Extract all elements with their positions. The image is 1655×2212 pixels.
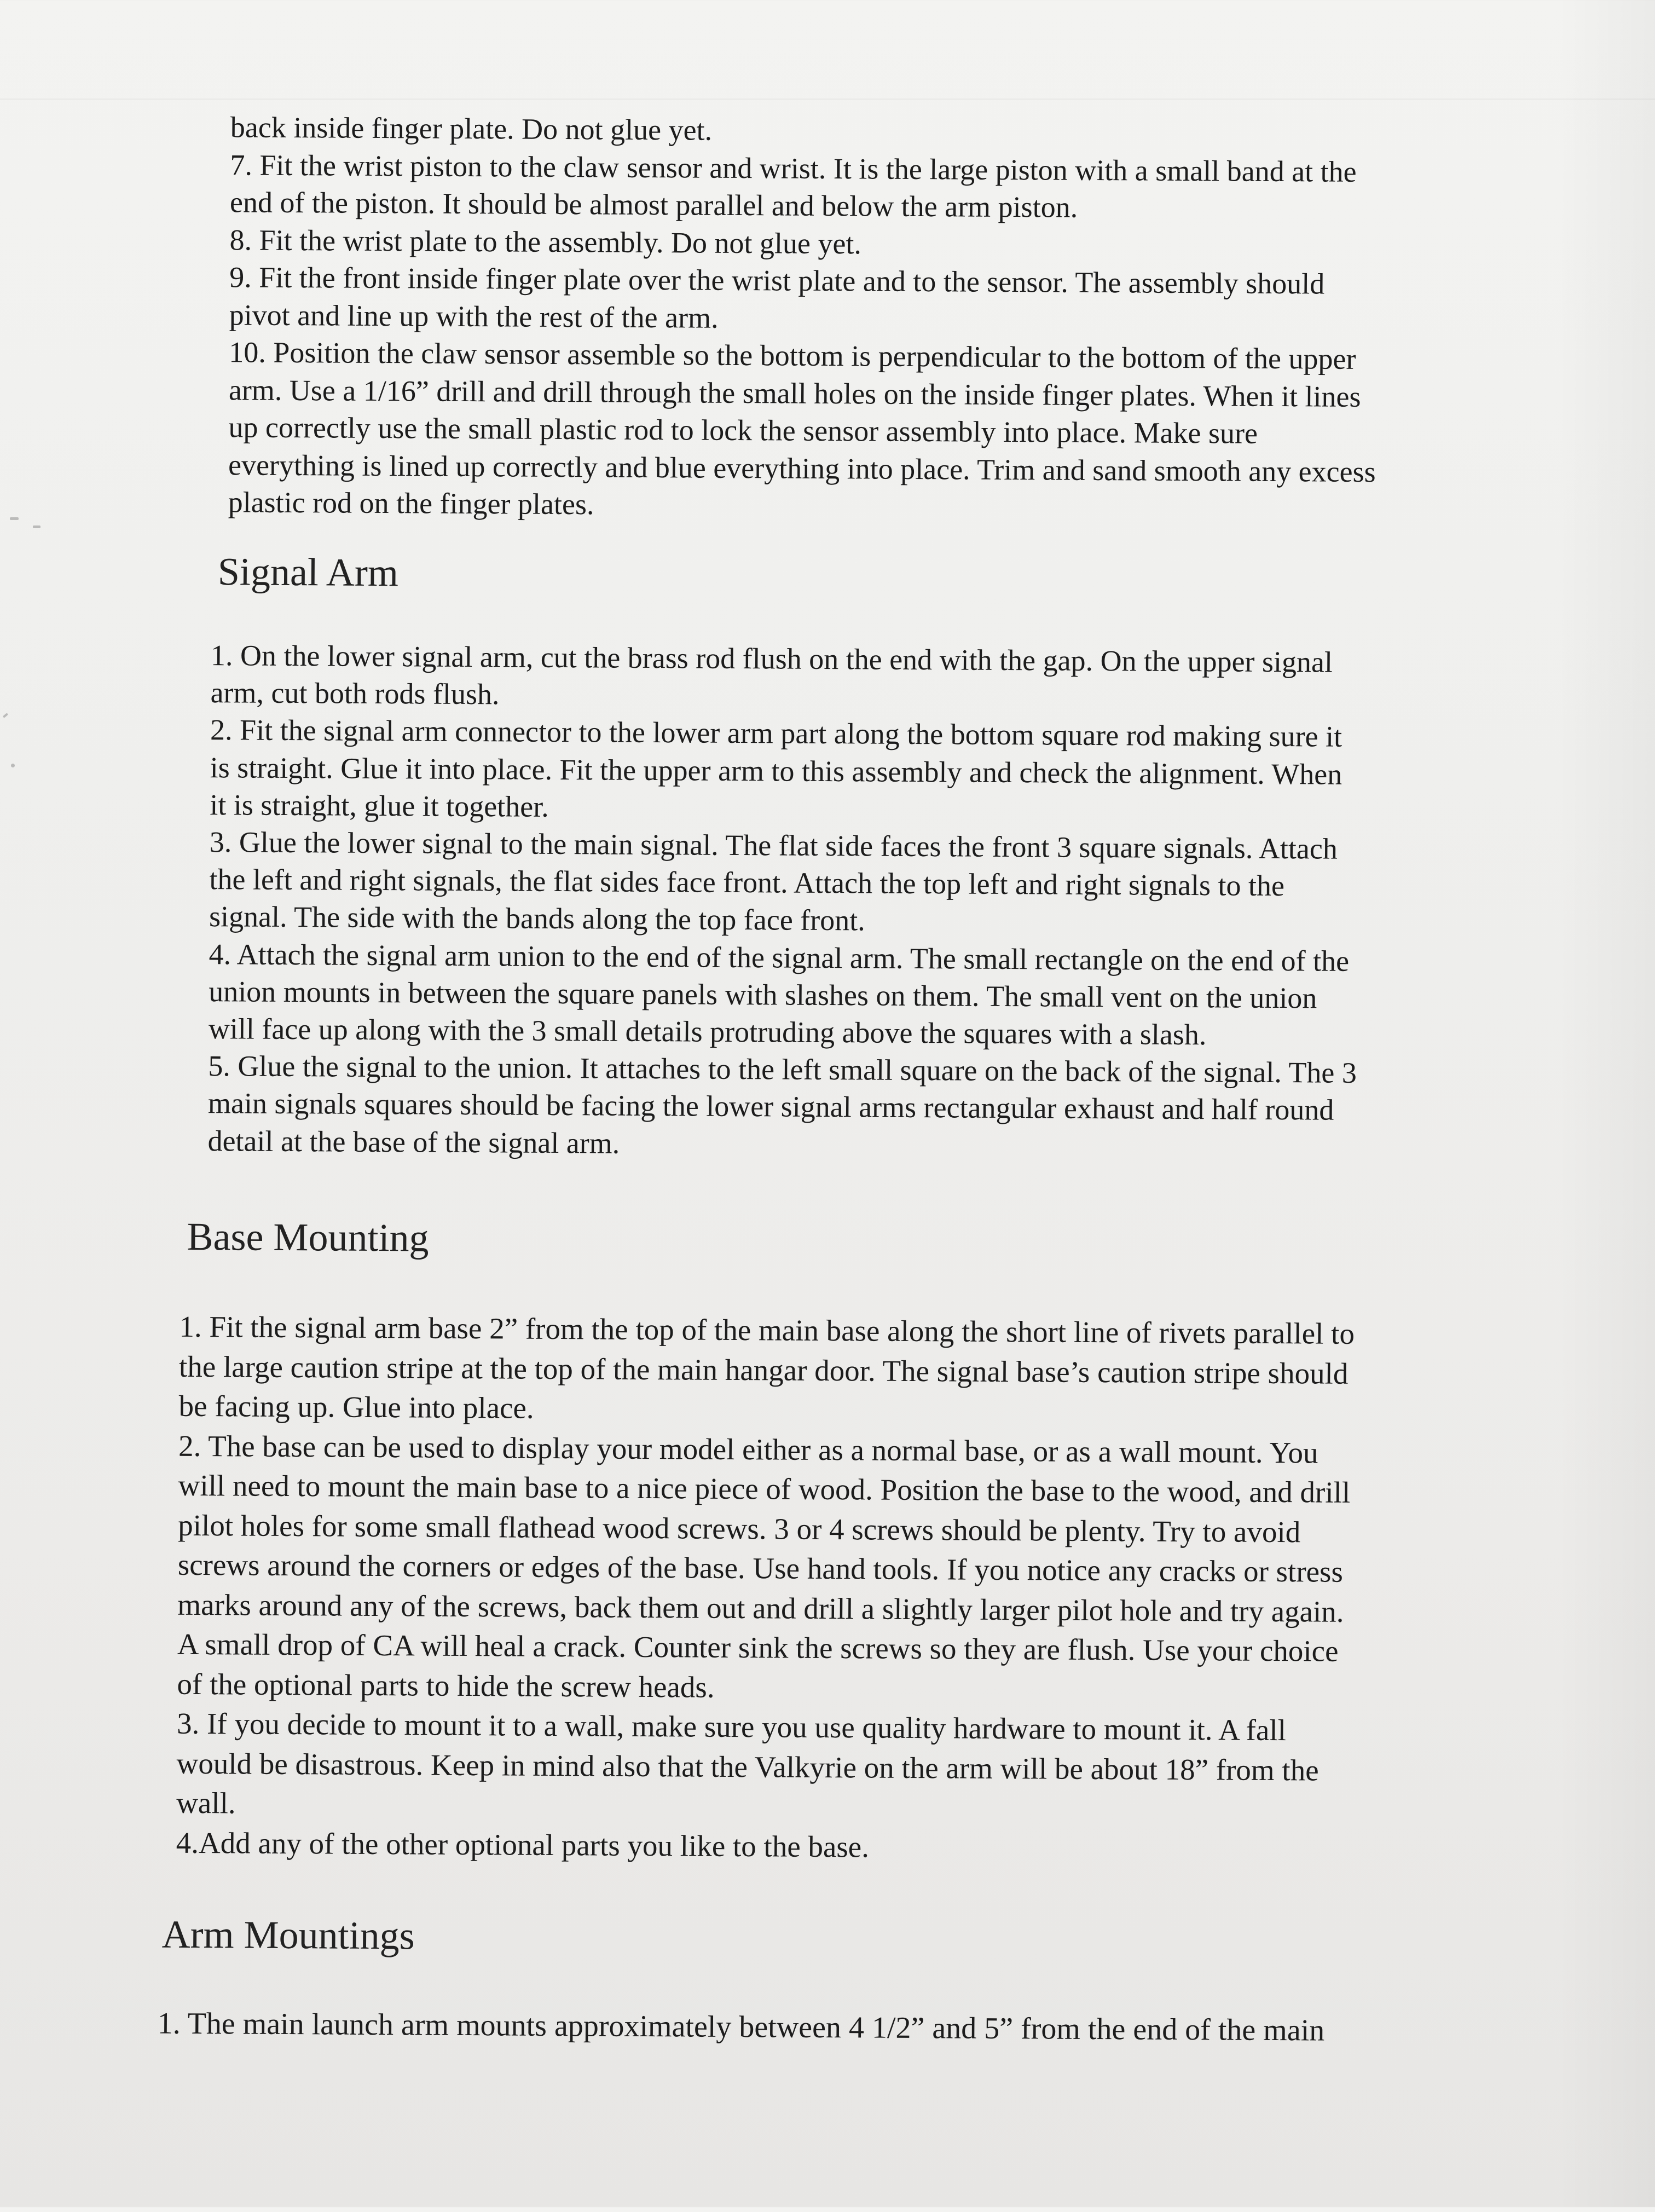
stray-mark (10, 517, 19, 520)
text-line: plastic rod on the finger plates. (228, 486, 594, 521)
text-line: 2. The base can be used to display your model either as a normal base, or as a wall mount. You (178, 1429, 1318, 1469)
text-line: 9. Fit the front inside finger plate over the wrist plate and to the sensor. The assembly should (229, 261, 1325, 301)
section-heading-base-mounting: Base Mounting (187, 1214, 429, 1260)
text-line: the large caution stripe at the top of the main hangar door. The signal base’s caution stripe should (178, 1349, 1349, 1390)
stray-mark (33, 525, 40, 528)
text-line: pilot holes for some small flathead wood screws. 3 or 4 screws should be plenty. Try to avoid (178, 1508, 1301, 1549)
text-line: the left and right signals, the flat sides face front. Attach the top left and right signals to the (209, 863, 1285, 903)
text-line: 4. Attach the signal arm union to the end of the signal arm. The small rectangle on the end of the (209, 937, 1350, 978)
signal-arm-steps (207, 637, 1359, 1166)
text-line: 10. Position the claw sensor assemble so the bottom is perpendicular to the bottom of the upper (229, 336, 1356, 376)
text-line: signal. The side with the bands along the top face front. (209, 900, 865, 937)
text-line: of the optional parts to hide the screw heads. (177, 1667, 715, 1704)
text-line: 3. Glue the lower signal to the main signal. The flat side faces the front 3 square signals. Attach (209, 825, 1338, 865)
text-line: will need to mount the main base to a nice piece of wood. Position the base to the wood, and drill (178, 1468, 1351, 1509)
text-line: up correctly use the small plastic rod to lock the sensor assembly into place. Make sure (228, 411, 1258, 450)
text-line: 1. Fit the signal arm base 2” from the top of the main base along the short line of rivets parallel to (179, 1309, 1355, 1350)
text-line: is straight. Glue it into place. Fit the upper arm to this assembly and check the alignment. When (210, 750, 1342, 791)
continued-steps (228, 108, 1378, 528)
text-line: 7. Fit the wrist piston to the claw sensor and wrist. It is the large piston with a small band at the (230, 148, 1357, 188)
text-line: arm. Use a 1/16” drill and drill through the small holes on the inside finger plates. When it lines (228, 373, 1361, 413)
text-line: end of the piston. It should be almost parallel and below the arm piston. (229, 186, 1078, 224)
text-line: 4.Add any of the other optional parts you like to the base. (176, 1826, 870, 1863)
text-line: everything is lined up correctly and blue everything into place. Trim and sand smooth any excess (228, 448, 1376, 488)
text-line: pivot and line up with the rest of the arm. (229, 298, 719, 334)
text-line: 5. Glue the signal to the union. It attaches to the left small square on the back of the signal. The 3 (208, 1049, 1357, 1090)
section-heading-signal-arm: Signal Arm (217, 550, 399, 595)
text-line: 1. On the lower signal arm, cut the brass rod flush on the end with the gap. On the upper signal (210, 639, 1333, 679)
text-line: 3. If you decide to mount it to a wall, make sure you use quality hardware to mount it. A fall (176, 1706, 1287, 1747)
stray-mark (11, 764, 15, 767)
text-line: detail at the base of the signal arm. (207, 1124, 620, 1160)
text-line: marks around any of the screws, back them out and drill a slightly larger pilot hole and try again. (177, 1587, 1344, 1628)
text-line: would be disastrous. Keep in mind also that the Valkyrie on the arm will be about 18” from the (176, 1746, 1319, 1787)
text-line: 1. The main launch arm mounts approximately between 4 1/2” and 5” from the end of the main (157, 2006, 1325, 2048)
text-line: A small drop of CA will heal a crack. Counter sink the screws so they are flush. Use your choice (177, 1627, 1339, 1668)
text-line: arm, cut both rods flush. (210, 676, 500, 711)
base-mounting-steps (176, 1307, 1355, 1870)
text-line: union mounts in between the square panels with slashes on them. The small vent on the union (209, 974, 1317, 1015)
text-line: be facing up. Glue into place. (178, 1389, 534, 1425)
text-line: screws around the corners or edges of the base. Use hand tools. If you notice any cracks or stress (177, 1547, 1344, 1589)
text-line: 2. Fit the signal arm connector to the lower arm part along the bottom square rod making sure it (210, 713, 1342, 754)
text-line: back inside finger plate. Do not glue yet. (230, 111, 713, 147)
text-line: 8. Fit the wrist plate to the assembly. Do not glue yet. (229, 223, 862, 260)
section-heading-arm-mountings: Arm Mountings (161, 1912, 415, 1958)
text-line: will face up along with the 3 small details protruding above the squares with a slash. (208, 1012, 1207, 1052)
text-line: wall. (176, 1786, 236, 1820)
arm-mountings-steps (158, 2005, 1325, 2049)
text-line: it is straight, glue it together. (210, 788, 549, 823)
text-line: main signals squares should be facing the lower signal arms rectangular exhaust and half round (207, 1087, 1334, 1127)
